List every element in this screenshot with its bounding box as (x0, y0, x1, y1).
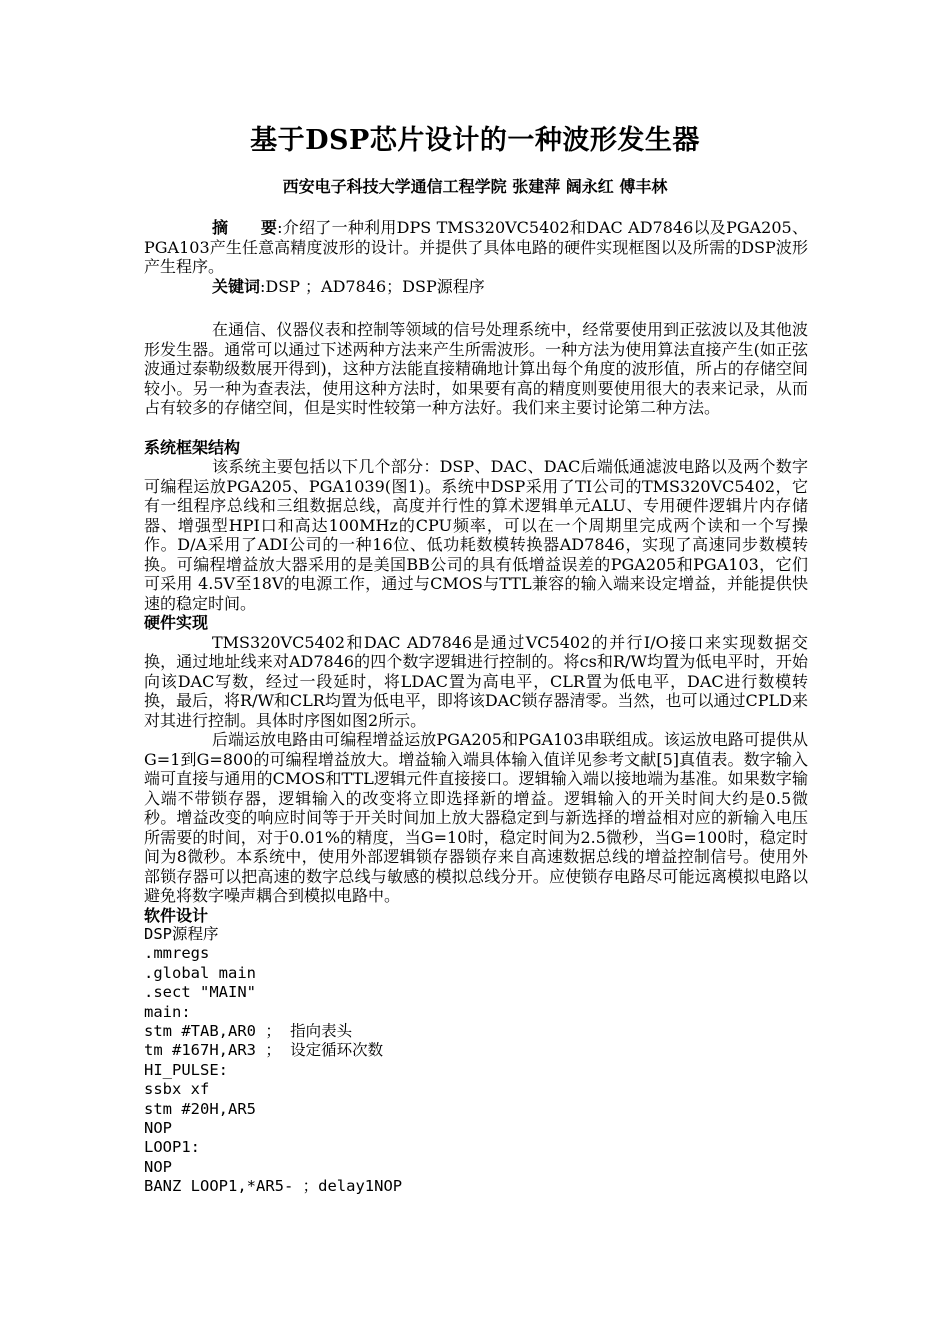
section-heading-software: 软件设计 (144, 905, 209, 925)
spacer (144, 418, 808, 438)
keywords (144, 277, 808, 297)
paper-title: 基于DSP芯片设计的一种波形发生器 (250, 125, 700, 156)
framework-paragraph: 该系统主要包括以下几个部分：DSP、DAC、DAC后端低通滤波电路以及两个数字可编程运放PGA205、PGA1039(图1)。系统中DSP采用了TI公司的TMS320VC5402，它有一组程序总线和三组数据总线，高度并行性的算术逻辑单元ALU、专用硬件逻辑片内存储器、增强型HPI口和高达100MHz的CPU频率，可以在一个周期里完成两个读和一个写操作。D/A采用了ADI公司的一种16位、低功耗数模转换器AD7846，实现了高速同步数模转换。可编程增益放大器采用的是美国BB公司的具有低增益误差的PGA205和PGA103，它们可采用 4.5V至18V的电源工作，通过与CMOS与TTL兼容的输入端来设定增益，并能提供快速的稳定时间。 (144, 457, 808, 613)
spacer (144, 296, 808, 320)
code-line: stm #TAB,AR0 ； 指向表头 (144, 1022, 353, 1041)
code-line: .sect "MAIN" (144, 983, 256, 1002)
paper-authors: 西安电子科技大学通信工程学院 张建萍 阔永红 傅丰林 (282, 177, 668, 196)
hardware-paragraph-2: 后端运放电路由可编程增益运放PGA205和PGA103串联组成。该运放电路可提供从G=1到G=800的可编程增益放大。增益输入端具体输入值详见参考文献[5]真值表。数字输入端可直接与通用的CMOS和TTL逻辑元件直接接口。逻辑输入端以接地端为基准。如果数字输入端不带锁存器，逻辑输入的改变将立即选择新的增益。逻辑输入的开关时间大约是0.5微秒。增益改变的响应时间等于开关时间加上放大器稳定到与新选择的增益相对应的新输入电压所需要的时间，对于0.01%的精度，当G=10时，稳定时间为2.5微秒，当G=100时，稳定时间为8微秒。本系统中，使用外部逻辑锁存器锁存来自高速数据总线的增益控制信号。使用外部锁存器可以把高速的数字总线与敏感的模拟总线分开。应使锁存电路尽可能远离模拟电路以避免将数字噪声耦合到模拟电路中。 (144, 730, 808, 905)
abstract (144, 218, 808, 277)
section-heading-hardware: 硬件实现 (144, 613, 209, 632)
code-line: NOP (144, 1119, 172, 1138)
abstract-label: 摘 要 (212, 218, 278, 237)
paper-body (144, 218, 808, 1197)
code-line: tm #167H,AR3 ； 设定循环次数 (144, 1041, 384, 1060)
keywords-text: :DSP ；AD7846；DSP源程序 (260, 276, 485, 296)
code-listing (144, 925, 808, 1197)
code-line: ssbx xf (144, 1080, 210, 1099)
code-line: BANZ LOOP1,*AR5- ；delay1NOP (144, 1177, 403, 1196)
keywords-label: 关键词 (212, 276, 261, 296)
abstract-text: :介绍了一种利用DPS TMS320VC5402和DAC AD7846以及PGA205、PGA103产生任意高精度波形的设计。并提供了具体电路的硬件实现框图以及所需的DSP波形产生程序。 (144, 218, 808, 276)
code-line: .global main (144, 963, 256, 982)
code-line: NOP (144, 1157, 172, 1176)
code-line: main: (144, 1002, 191, 1021)
section-heading-framework: 系统框架结构 (144, 437, 241, 457)
hardware-paragraph-1: TMS320VC5402和DAC AD7846是通过VC5402的并行I/O接口来实现数据交换，通过地址线来对AD7846的四个数字逻辑进行控制的。将cs和R/W均置为低电平时，开始向该DAC写数，经过一段延时，将LDAC置为高电平，CLR置为低电平，DAC进行数模转换，最后，将R/W和CLR均置为低电平，即将该DAC锁存器清零。当然，也可以通过CPLD来对其进行控制。具体时序图如图2所示。 (144, 632, 808, 730)
code-line: .mmregs (144, 944, 210, 963)
code-line: HI_PULSE: (144, 1060, 228, 1079)
code-line: stm #20H,AR5 (144, 1099, 256, 1118)
intro-paragraph: 在通信、仪器仪表和控制等领域的信号处理系统中，经常要使用到正弦波以及其他波形发生器。通常可以通过下述两种方法来产生所需波形。一种方法为使用算法直接产生(如正弦波通过泰勒级数展开得到)，这种方法能直接精确地计算出每个角度的波形值，所占的存储空间较小。另一种为查表法，使用这种方法时，如果要有高的精度则要使用很大的表来记录，从而占有较多的存储空间，但是实时性较第一种方法好。我们来主要讨论第二种方法。 (144, 320, 808, 417)
code-line: DSP源程序 (144, 925, 219, 943)
code-line: LOOP1: (144, 1138, 200, 1157)
